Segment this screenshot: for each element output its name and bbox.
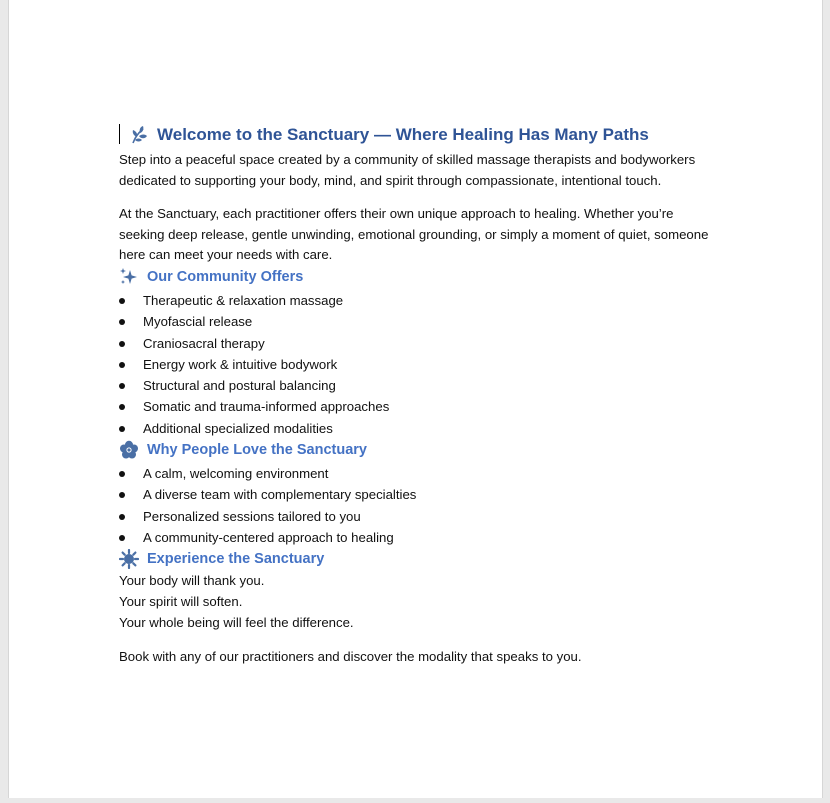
bullet	[119, 404, 125, 410]
experience-lines	[119, 571, 709, 633]
experience-heading	[119, 548, 709, 570]
experience-heading-text: Experience the Sanctuary	[147, 551, 325, 568]
why-list	[119, 463, 709, 548]
list-item: A community-centered approach to healing	[119, 527, 709, 548]
offers-heading-text: Our Community Offers	[147, 268, 304, 285]
bullet	[119, 492, 125, 498]
sun-icon	[119, 549, 141, 569]
why-heading-text: Why People Love the Sanctuary	[147, 442, 367, 459]
bullet	[119, 319, 125, 325]
bullet	[119, 298, 125, 304]
list-item: Somatic and trauma-informed approaches	[119, 396, 709, 417]
list-item: Craniosacral therapy	[119, 333, 709, 354]
list-item: A diverse team with complementary specialties	[119, 484, 709, 505]
offers-list	[119, 290, 709, 439]
document-body[interactable]	[119, 122, 709, 667]
bullet	[119, 362, 125, 368]
list-item: Additional specialized modalities	[119, 418, 709, 439]
document-title	[129, 122, 709, 148]
list-item: Personalized sessions tailored to you	[119, 506, 709, 527]
why-heading	[119, 439, 709, 461]
list-item: Myofascial release	[119, 311, 709, 332]
bullet	[119, 471, 125, 477]
offers-heading	[119, 266, 709, 288]
bullet	[119, 383, 125, 389]
experience-line: Your spirit will soften.	[119, 594, 243, 610]
list-item: Energy work & intuitive bodywork	[119, 354, 709, 375]
bullet	[119, 514, 125, 520]
blossom-icon	[119, 440, 141, 460]
list-item: Therapeutic & relaxation massage	[119, 290, 709, 311]
experience-line: Your whole being will feel the difference.	[119, 614, 354, 630]
intro-paragraph-2: At the Sanctuary, each practitioner offers their own unique approach to healing. Whether you’re seeking deep release, gentle unwinding, emotional grounding, or simply a moment of quiet, someone here can meet your needs with care.	[119, 206, 709, 263]
bullet	[119, 341, 125, 347]
intro-paragraph-1: Step into a peaceful space created by a community of skilled massage therapists and bodyworkers dedicated to supporting your body, mind, and spirit through compassionate, intentional touch.	[119, 152, 696, 188]
bullet	[119, 426, 125, 432]
closing-paragraph: Book with any of our practitioners and discover the modality that speaks to you.	[119, 648, 582, 664]
list-item: Structural and postural balancing	[119, 375, 709, 396]
document-title-text: Welcome to the Sanctuary — Where Healing Has Many Paths	[157, 125, 649, 144]
list-item: A calm, welcoming environment	[119, 463, 709, 484]
experience-line: Your body will thank you.	[119, 573, 265, 589]
herb-leaf-icon	[129, 125, 151, 145]
sparkles-icon	[119, 267, 141, 287]
bullet	[119, 535, 125, 541]
